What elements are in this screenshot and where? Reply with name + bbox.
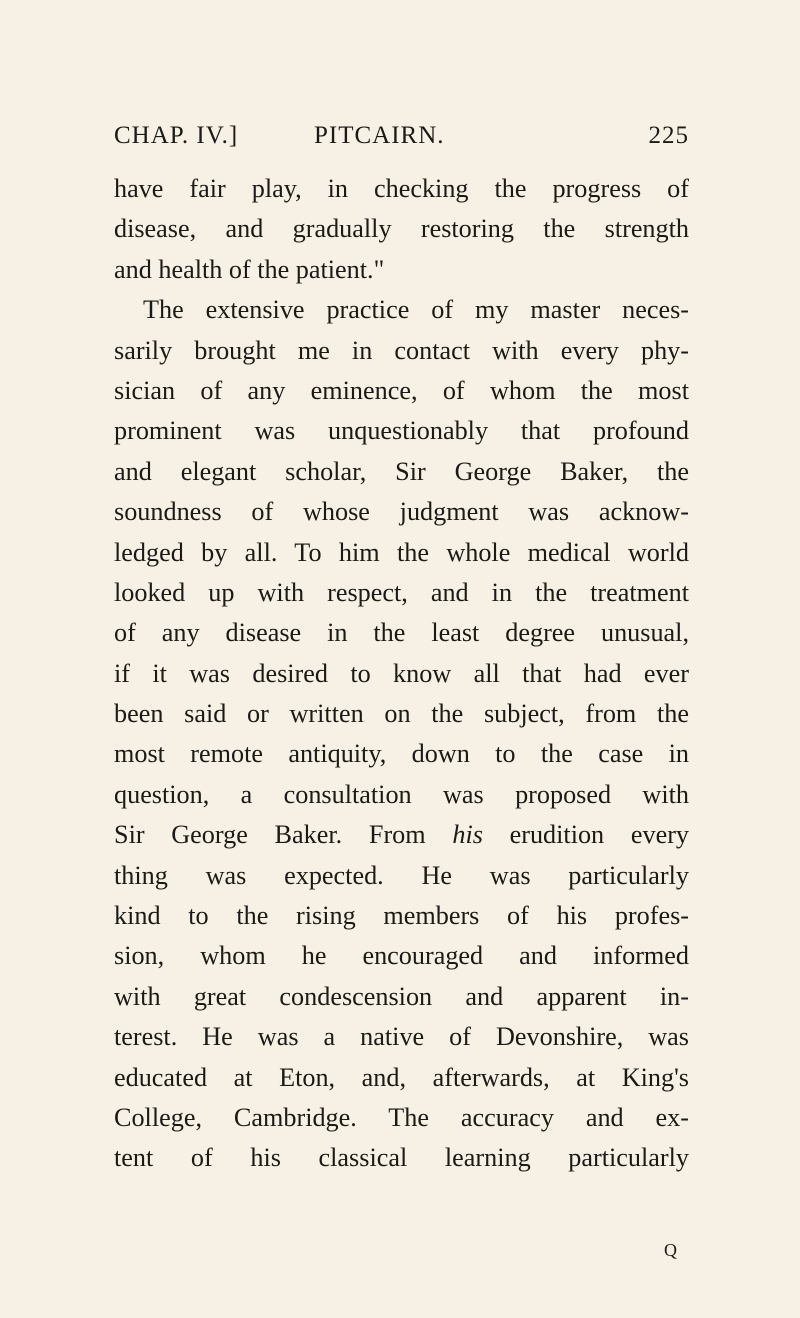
text-line: tent of his classical learning particularly	[114, 1143, 689, 1173]
text-line: ledged by all. To him the whole medical world	[114, 537, 689, 567]
signature-mark: Q	[664, 1240, 677, 1260]
text-line: College, Cambridge. The accuracy and ex-	[114, 1102, 689, 1132]
text-line: sician of any eminence, of whom the most	[114, 375, 689, 405]
text-line: soundness of whose judgment was acknow-	[114, 497, 689, 527]
text-line: and health of the patient."	[114, 254, 385, 284]
text-line	[114, 815, 689, 855]
text-line: thing was expected. He was particularly	[114, 860, 689, 890]
text-line: looked up with respect, and in the treatment	[114, 577, 689, 607]
page-number: 225	[648, 122, 689, 149]
text-line: The extensive practice of my master neces-	[143, 295, 689, 325]
italic-word: his	[452, 820, 483, 850]
text-line: and elegant scholar, Sir George Baker, the	[114, 456, 689, 486]
text-line: prominent was unquestionably that profound	[114, 416, 689, 446]
running-head	[114, 122, 689, 158]
running-title: PITCAIRN.	[314, 122, 445, 149]
text-line: kind to the rising members of his profes-	[114, 901, 689, 931]
text-line: terest. He was a native of Devonshire, was	[114, 1022, 689, 1052]
text-run: Sir George Baker. From	[114, 820, 453, 850]
text-line: have fair play, in checking the progress of	[114, 174, 689, 203]
text-line: question, a consultation was proposed with	[114, 779, 689, 809]
text-line: educated at Eton, and, afterwards, at King's	[114, 1062, 689, 1092]
body-text	[114, 169, 689, 1179]
chapter-marker: CHAP. IV.]	[114, 122, 239, 149]
text-line: sarily brought me in contact with every phy-	[114, 335, 689, 365]
text-line: disease, and gradually restoring the strength	[114, 214, 689, 244]
text-line: with great condescension and apparent in-	[114, 981, 689, 1011]
text-line: of any disease in the least degree unusual,	[114, 618, 689, 648]
text-run: erudition every	[482, 820, 690, 850]
text-line: most remote antiquity, down to the case in	[114, 739, 689, 769]
text-line: if it was desired to know all that had ever	[114, 658, 689, 688]
text-line: been said or written on the subject, from the	[114, 699, 689, 729]
text-line: sion, whom he encouraged and informed	[114, 941, 689, 971]
